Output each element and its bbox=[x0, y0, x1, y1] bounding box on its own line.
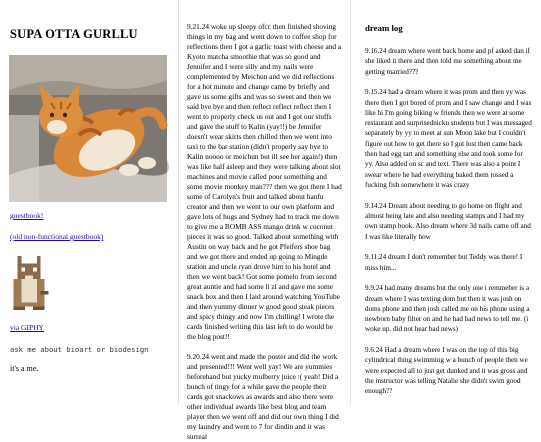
pixel-cat-icon bbox=[9, 252, 49, 314]
diary-entry: 9.20.24 went and made the poster and did the work and presented!!! Went well yay! We are yummies beforehand but yucky mulberry juice :( yeah! Did a bunch of tingy for a while gave the people their cards got snackows as awards and also there were other individual awards like best blog and team player then we went off and did our own thing I did my laundry and went to 7 for dindin and it was surreal bbox=[187, 352, 339, 441]
dream-entry: 9.14.24 Dream about needing to go home on flight and almost being late and also needing stamps and I had my own stamp book. Also dream where 3d nails came off and I was like literally how bbox=[365, 201, 531, 241]
cat-photo bbox=[9, 55, 167, 202]
dream-entry: 9.16.24 dream where went back home and pf asked dan if she liked it there and then told me something about me getting married??? bbox=[365, 47, 530, 76]
giphy-link[interactable]: via GIPHY bbox=[10, 323, 44, 332]
diary-column[interactable] bbox=[178, 0, 348, 441]
dream-entry: 9.11.24 dream I don't remember but Teddy was there! I miss him... bbox=[365, 253, 523, 272]
dream-log-title: dream log bbox=[365, 23, 403, 33]
dream-entry: 9.6.24 Had a dream where I was on the top of this big cylindrical thing swimming w a bunch of people then we were expected all to just get dunked and it was gross and the instructor was telling Natalie she didn't swim good enough?? bbox=[365, 346, 528, 396]
its-me-text: it's a me. bbox=[10, 364, 39, 373]
ask-me-text: ask me about bioart or biodesign bbox=[10, 345, 149, 354]
dream-entry: 9.15.24 had a dream where it was prom and then yy was there then I got bored of prom and I saw change and I was like hi I'm going biking w friends then we were at some restaurant and surprisednicku students but I was messaged separately by yy to meet at sun Moon lake but I couldn't figure out how to get there so I got lost then came back then had egg tart and something else and took some for yy. Also added on sc and text. There was also a point I swear where he had everything baked them tossed a fucking fish somewhere it was crazy bbox=[365, 88, 532, 189]
dream-entry: 9.9.24 had many dreams but the only one i remmeber is a dream where I was texting dom but then it was josh on doms phone and then josh called me on his phone using a newborn baby filter on and he had bad news to tell me. (i woke up. did not hear bad news) bbox=[365, 284, 530, 334]
old-guestbook-link[interactable]: (old non-functional guestbook) bbox=[10, 232, 104, 241]
dream-log-column[interactable] bbox=[350, 0, 541, 405]
sidebar bbox=[0, 0, 178, 405]
diary-entry: 9.21.24 woke up sleepy ofcc then finished shoving things in my bag and went down to coffee shop for reflections then I got a garlic toast with cheese and a Kyoto matcha smoothie that was so good and Jennifer and I were silly and my nails were complemented by Meichun and we did reflections for a hot minute and change came by briefly and gave us some gifts and was so sweet and then we said bye bye and then reflect reflect reflect then I went to properly check us out and I got our stuffs and gave the stuff to Kalin (yay!!) be Jennifer doesn't wear skirts then chilled then we went into taxi to the bar station (didn't properly say bye to Kalin noooo or meichun but ill see her again!) then was like half asleep and they were talking about slot machines and movie called poor something and some movie monkey man??? then we got there I had some of Carolyn's fruit and talked about hanfu creator and then we went to our own platform and gave lots of hugs and Sydney had to track me down to give me a BOMB ASS mango drink w coconut pieces it was so good. Talked about something with Austin on way back and he got Pfeifers shoe bag and we got there and ended up going to Mingde station and uncle ryan drove him to his hotel and then we went back! Got some pomelo from second great auntie and had some li zi and gave me some snack box and then I laid around watching YouTube and then yummy dinner w good good steak pieces and spicy thingy and now I'm chilling! I wrote the cards finished writing this last left to do would be the blog post!! bbox=[187, 22, 342, 341]
pixel-cat-gif bbox=[9, 252, 49, 314]
site-title: SUPA OTTA GURLLU bbox=[10, 27, 138, 41]
cat-photo-illustration bbox=[9, 55, 167, 202]
guestbook-link[interactable]: guestbook! bbox=[10, 211, 44, 220]
